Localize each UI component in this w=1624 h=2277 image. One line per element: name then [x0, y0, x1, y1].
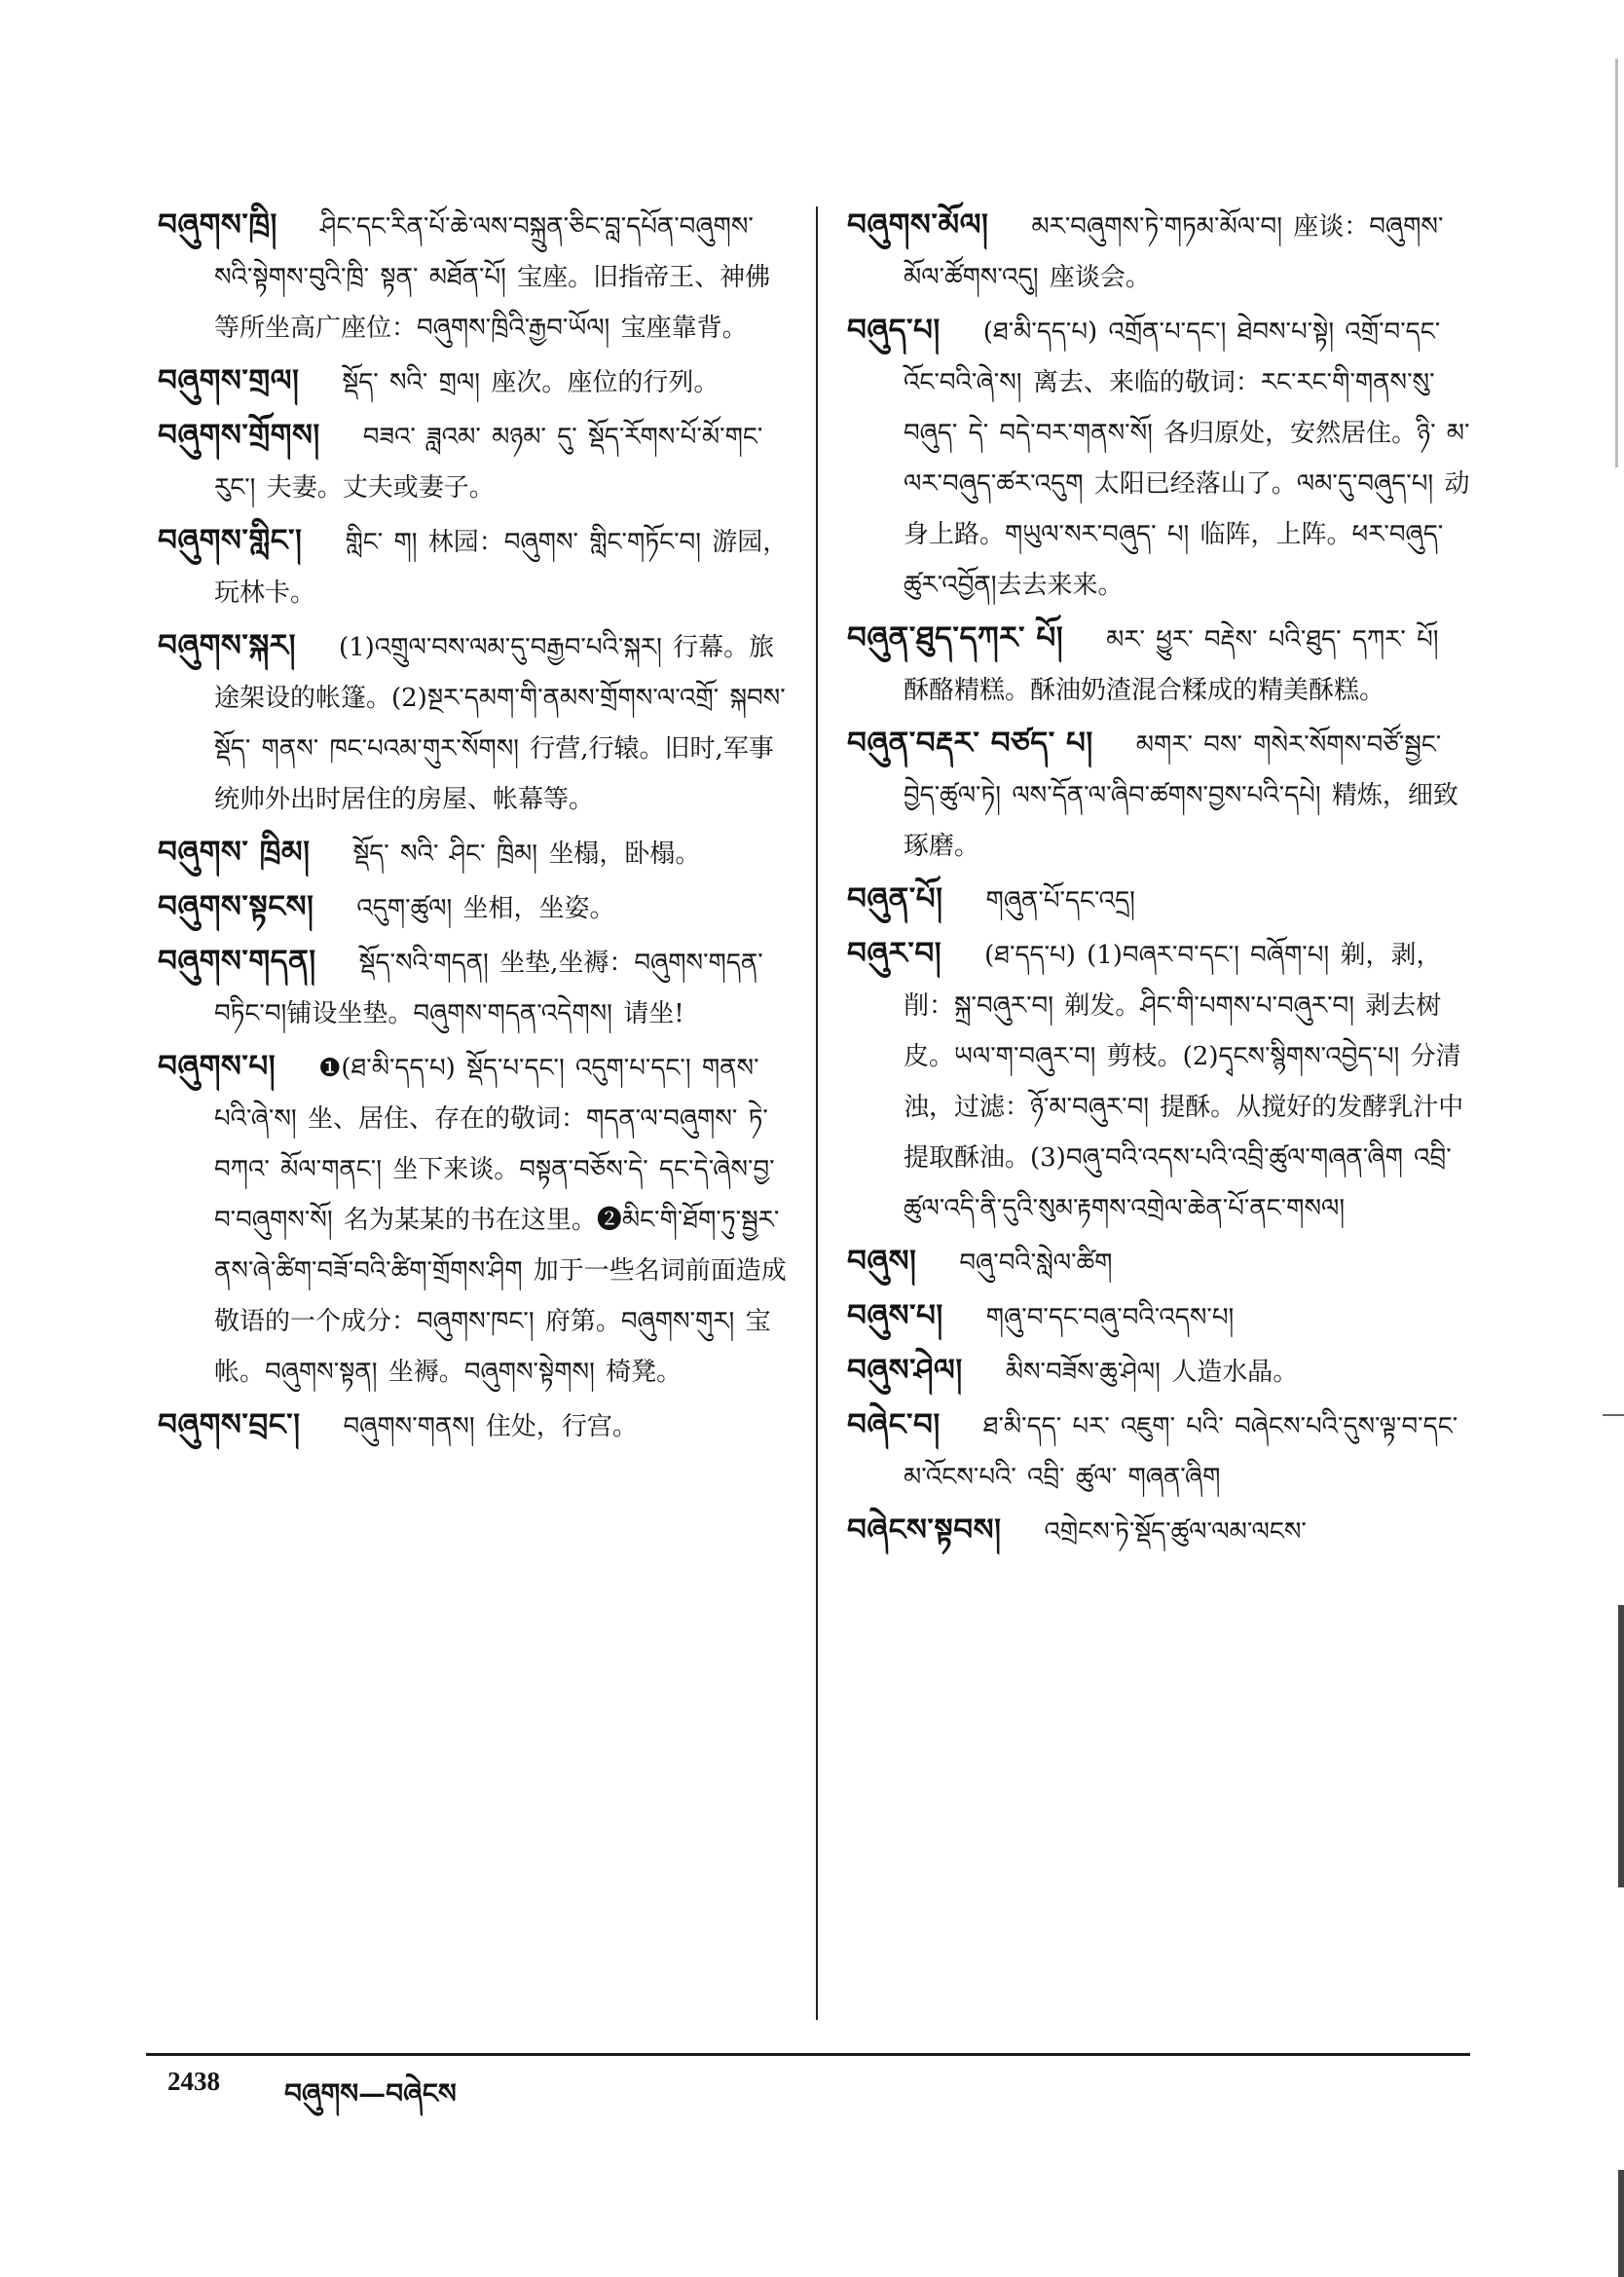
right-column: [847, 200, 1472, 1559]
dictionary-entry: [158, 515, 791, 618]
headword: བཞུས།: [847, 1244, 917, 1279]
headword: བཞུན་ཐུད་དཀར་ པོ།: [847, 620, 1064, 655]
headword: བཞུན་བརྡར་ བཙད་ པ།: [847, 726, 1093, 761]
headword: བཞེངས་སྟབས།: [847, 1512, 1002, 1548]
entry-definition: འགྲེངས་ཏེ་སྡོད་ཚུལ་ལམ་ལངས་: [1044, 1517, 1307, 1547]
dictionary-entry: [847, 1290, 1472, 1343]
headword: བཞུས་ཤེལ།: [847, 1353, 963, 1388]
dictionary-entry: [847, 718, 1472, 872]
entry-definition: ཤིང་དང་རིན་པོ་ཆེ་ལས་བསྐྲུན་ཅིང་བླ་དཔོན་བཞུགས་སའི་སྟེགས་བུའི་ཁྲི་ སྟན་ མཐོན་པོ། 宝座。旧指帝王、神佛等所坐高广座位：བཞུགས་ཁྲིའི་རྒྱབ་ཡོལ། 宝座靠背。: [214, 212, 771, 343]
entry-definition: བཞུགས་གནས། 住处，行宫。: [343, 1412, 638, 1441]
scan-edge-mark: [1615, 58, 1618, 467]
dictionary-entry: [847, 1236, 1472, 1288]
dictionary-entry: [158, 1041, 791, 1398]
headword: བཞུགས་སྟངས།: [158, 889, 314, 924]
scan-edge-mark: [1603, 1414, 1624, 1416]
headword: བཞུད་པ།: [847, 313, 941, 348]
entry-definition: བཟའ་ ཟླའམ་ མཉམ་ དུ་ སྡོད་རོགས་པོ་མོ་གང་རུང་། 夫妻。丈夫或妻子。: [214, 423, 763, 503]
dictionary-entry: [158, 881, 791, 934]
entry-definition: (ཐ་མི་དད་པ) འགྲོན་པ་དང་། ཐེབས་པ་སྟེ། འགྲོ་བ་དང་འོང་བའི་ཞེ་ས། 离去、来临的敬词：རང་རང་གི་གནས་སུ་ བཞུད་ དེ་ བདེ་བར་གནས་སོ། 各归原处，安然居住。ཉི་ མ་ལར་བཞུད་ཚར་འདུག 太阳已经落山了。ལམ་དུ་བཞུད་པ། 动身上路。གཡུལ་སར་བཞུད་ པ། 临阵，上阵。ཕར་བཞུད་ཚུར་འབྱོན།去去来来。: [904, 317, 1470, 600]
entry-definition: འདུག་ཚུལ། 坐相，坐姿。: [356, 894, 615, 923]
entry-definition: ❶(ཐ་མི་དད་པ) སྡོད་པ་དང་། འདུག་པ་དང་། གནས་པའི་ཞེ་ས། 坐、居住、存在的敬词：གདན་ལ་བཞུགས་ ཏེ་ བཀའ་ མོལ་གནང་། 坐下来谈。བསྟན་བཅོས་དེ་ དང་དེ་ཞེས་བྱ་བ་བཞུགས་སོ། 名为某某的书在这里。❷མིང་གི་ཐོག་ཏུ་སྦྱར་ནས་ཞེ་ཚིག་བཟོ་བའི་ཚིག་གྲོགས་ཤིག 加于一些名词前面造成敬语的一个成分：བཞུགས་ཁང་། 府第。བཞུགས་གུར། 宝帐。བཞུགས་སྟན། 坐褥。བཞུགས་སྟེགས། 椅凳。: [214, 1054, 787, 1387]
entry-definition: མར་བཞུགས་ཏེ་གཏམ་མོལ་བ། 座谈：བཞུགས་མོལ་ཚོགས་འདུ། 座谈会。: [904, 212, 1444, 292]
headword: བཞུགས་ ཁྲིམ།: [158, 835, 311, 870]
dictionary-entry: [847, 1505, 1472, 1557]
entry-definition: (1)འགྲུལ་བས་ལམ་དུ་བརྒྱབ་པའི་སྐར། 行幕。旅途架设的帐篷。(2)སྔར་དམག་གི་ནམས་གྲོགས་ལ་འགྲོ་ སྐབས་ སྡོད་ གནས་ ཁང་པའམ་གུར་སོགས། 行营,行辕。旧时,军事统帅外出时居住的房屋、帐幕等。: [214, 633, 786, 814]
headword: བཞུས་པ།: [847, 1298, 943, 1333]
headword: བཞུགས་ཁྲི།: [158, 207, 277, 243]
entry-definition: བཞུ་བའི་སླེལ་ཚིག: [959, 1249, 1113, 1278]
dictionary-entry: [158, 355, 791, 408]
entry-definition: མིས་བཟོས་ཆུ་ཤེལ། 人造水晶。: [1005, 1358, 1299, 1387]
dictionary-entry: [158, 410, 791, 513]
dictionary-entry: [847, 874, 1472, 926]
dictionary-entry: [158, 827, 791, 879]
dictionary-entry: [847, 928, 1472, 1234]
headword: བཞུགས་གྲལ།: [158, 363, 300, 398]
dictionary-entry: [847, 1345, 1472, 1398]
dictionary-entry: [158, 620, 791, 825]
headword: བཞུར་བ།: [847, 936, 942, 971]
dictionary-entry: [847, 1400, 1472, 1503]
headword: བཞུགས་པ།: [158, 1049, 277, 1084]
entry-definition: སྡོད་སའི་གདན། 坐垫,坐褥：བཞུགས་གདན་བཏིང་བ།铺设坐垫。བཞུགས་གདན་འདེགས། 请坐!: [214, 949, 763, 1028]
footer-rule: [146, 2053, 1470, 2056]
dictionary-entry: [158, 1400, 791, 1452]
scan-edge-mark: [1618, 2170, 1624, 2277]
headword: བཞུགས་སྐར།: [158, 628, 296, 663]
headword: བཞུགས་གྲོགས།: [158, 418, 320, 453]
entry-definition: གཞུན་པོ་དང་འདྲ།: [985, 886, 1135, 915]
dictionary-entry: [158, 200, 791, 354]
entry-definition: གཞུ་བ་དང་བཞུ་བའི་འདས་པ།: [985, 1303, 1235, 1332]
entry-definition: མགར་ བས་ གསེར་སོགས་བཙོ་སྦྱང་བྱེད་ཚུལ་ཏེ། ལས་དོན་ལ་ཞིབ་ཚགས་བྱས་པའི་དཔེ། 精炼，细致琢磨。: [904, 730, 1458, 861]
headword: བཞུགས་བྲང་།: [158, 1407, 301, 1442]
column-divider: [816, 206, 818, 2020]
headword: བཞུགས་མོལ།: [847, 207, 989, 243]
scan-edge-mark: [1618, 1605, 1624, 1887]
headword: བཞེང་བ།: [847, 1407, 941, 1442]
left-column: [158, 200, 791, 1454]
running-head: བཞུགས—བཞེངས: [284, 2077, 457, 2109]
entry-definition: ཐ་མི་དད་ པར་ འཇུག་ པའི་ བཞེངས་པའི་དུས་ལྟ་བ་དང་མ་འོངས་པའི་ འབྲི་ ཚུལ་ གཞན་ཞིག: [904, 1412, 1458, 1492]
entry-definition: སྡོད་ སའི་ ཤིང་ ཁྲིམ། 坐榻，卧榻。: [352, 840, 701, 869]
dictionary-entry: [847, 200, 1472, 303]
headword: བཞུགས་གླིང་།: [158, 523, 303, 558]
headword: བཞུགས་གདན།: [158, 944, 316, 979]
entry-definition: (ཐ་དད་པ) (1)བཞར་བ་དང་། བཞོག་པ། 剃，剥，削：སྐྲ་བཞུར་བ། 剃发。ཤིང་གི་པགས་པ་བཞུར་བ། 剥去树皮。ཡལ་ག་བཞུར་བ། 剪枝。(2)དྭངས་སྙིགས་འབྱེད་པ། 分清浊，过滤：ཉོ་མ་བཞུར་བ། 提酥。从搅好的发酵乳汁中提取酥油。(3)བཞུ་བའི་འདས་པའི་འབྲི་ཚུལ་གཞན་ཞིག འབྲི་ཚུལ་འདི་ནི་དུའི་སུམ་རྟགས་འགྲེལ་ཆེན་པོ་ནང་གསལ།: [904, 941, 1464, 1223]
page-number: 2438: [167, 2067, 220, 2096]
headword: བཞུན་པོ།: [847, 881, 943, 916]
dictionary-entry: [847, 305, 1472, 611]
entry-definition: སྡོད་ སའི་ གྲལ། 座次。座位的行列。: [342, 368, 720, 397]
dictionary-entry: [847, 613, 1472, 716]
entry-definition: མར་ ཕྱུར་ བརྡེས་ པའི་ཐུད་ དཀར་ པོ། 酥酪精糕。酥油奶渣混合糅成的精美酥糕。: [904, 625, 1439, 705]
entry-definition: གླིང་ ག། 林园：བཞུགས་ གླིང་གཏོང་བ། 游园，玩林卡。: [214, 528, 789, 608]
dictionary-entry: [158, 936, 791, 1039]
